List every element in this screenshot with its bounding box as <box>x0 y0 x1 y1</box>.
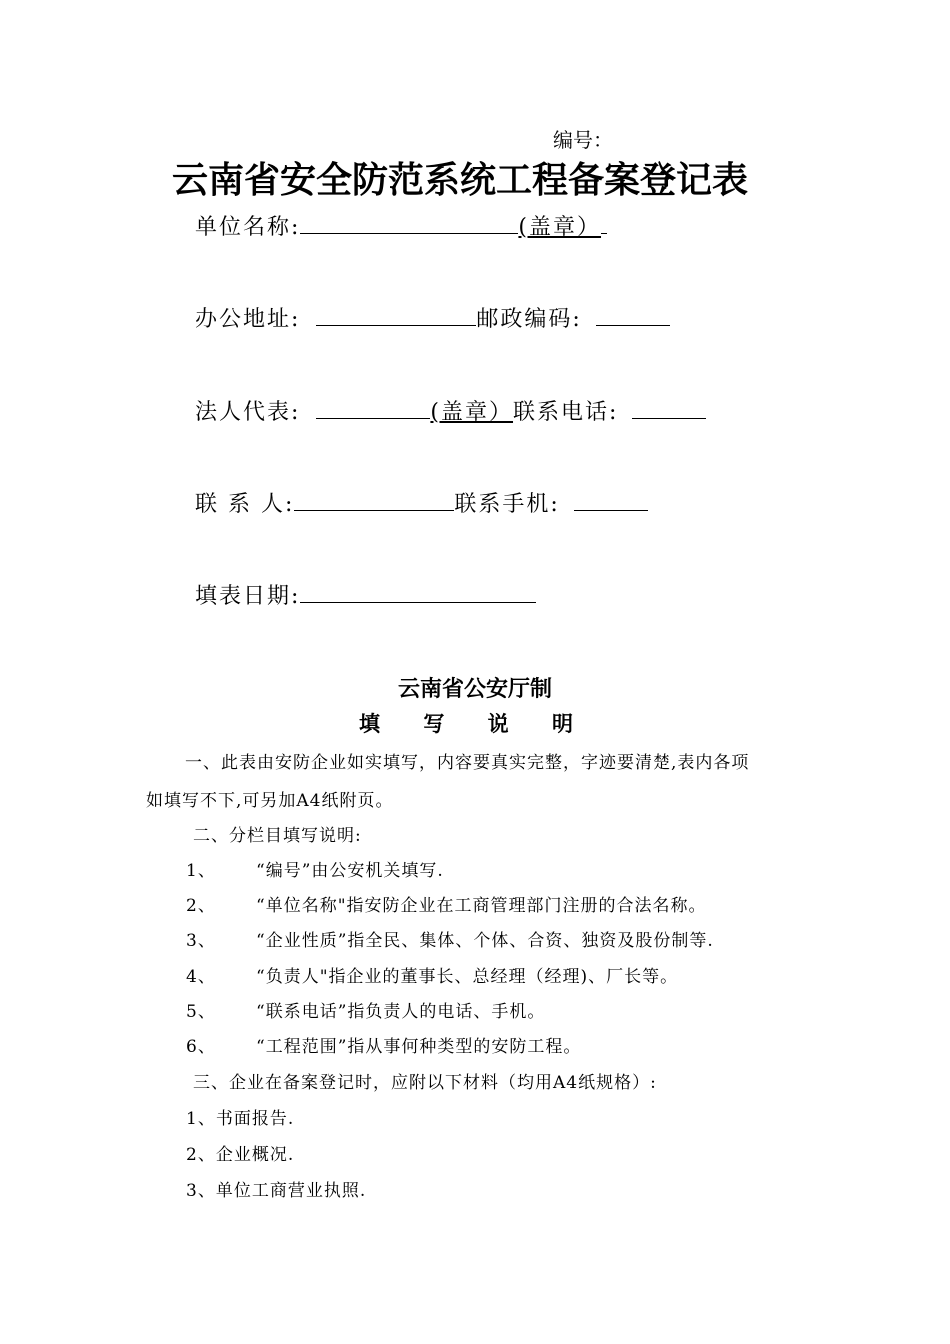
form-title: 云南省安全防范系统工程备案登记表 <box>171 160 748 201</box>
material-item: 2、企业概况. <box>186 1145 295 1165</box>
mobile-blank <box>574 488 648 511</box>
para-1-line-2: 如填写不下,可另加A4纸附页。 <box>146 791 394 811</box>
legal-rep-label: 法人代表: <box>195 400 301 425</box>
item-text: “企业性质”指全民、集体、个体、合资、独资及股份制等. <box>256 931 714 951</box>
date-row <box>195 579 536 610</box>
unit-name-blank <box>300 211 518 234</box>
seal-label-2: (盖章） <box>430 400 514 425</box>
unit-name-row <box>195 210 607 241</box>
list-item <box>186 1032 581 1057</box>
seal-label: (盖章） <box>518 215 602 240</box>
list-item <box>186 997 545 1022</box>
item-number: 2、 <box>186 896 216 916</box>
contact-blank <box>294 488 454 511</box>
legal-rep-blank <box>316 396 430 419</box>
item-number: 1、 <box>186 861 216 881</box>
item-number: 5、 <box>186 1002 216 1022</box>
unit-name-label: 单位名称: <box>195 215 301 240</box>
list-item <box>186 891 707 916</box>
item-number: 6、 <box>186 1037 216 1057</box>
item-text: “负责人"指企业的董事长、总经理（经理)、厂长等。 <box>256 967 679 987</box>
item-text: “单位名称"指安防企业在工商管理部门注册的合法名称。 <box>256 896 707 916</box>
para-1-line-1: 一、此表由安防企业如实填写，内容要真实完整，字迹要清楚,表内各项 <box>185 753 750 773</box>
list-item <box>186 926 714 951</box>
contact-label: 联 系 人: <box>195 492 295 517</box>
unit-name-blank-tail <box>601 211 607 234</box>
postcode-label: 邮政编码: <box>476 307 582 332</box>
legal-rep-row <box>195 395 706 426</box>
material-item: 1、书面报告. <box>186 1109 295 1129</box>
item-number: 3、 <box>186 931 216 951</box>
address-blank <box>316 303 476 326</box>
mobile-label: 联系手机: <box>454 492 560 517</box>
serial-number-label: 编号： <box>553 128 613 152</box>
postcode-blank <box>596 303 670 326</box>
item-text: “联系电话”指负责人的电话、手机。 <box>256 1002 546 1022</box>
material-item: 3、单位工商营业执照. <box>186 1181 367 1201</box>
list-item <box>186 856 444 881</box>
list-item <box>186 962 678 987</box>
address-label: 办公地址: <box>195 307 301 332</box>
address-row <box>195 302 670 333</box>
para-2: 二、分栏目填写说明: <box>193 826 362 846</box>
date-blank <box>300 580 536 603</box>
phone-label: 联系电话: <box>513 400 619 425</box>
issuing-org: 云南省公安厅制 <box>397 677 552 702</box>
item-number: 4、 <box>186 967 216 987</box>
item-text: “工程范围”指从事何种类型的安防工程。 <box>256 1037 582 1057</box>
para-3: 三、企业在备案登记时，应附以下材料（均用A4纸规格）: <box>193 1073 657 1093</box>
phone-blank <box>632 396 706 419</box>
date-label: 填表日期: <box>195 584 301 609</box>
instructions-heading: 填 写 说 明 <box>359 712 591 736</box>
contact-row <box>195 487 648 518</box>
item-text: “编号”由公安机关填写. <box>256 861 444 881</box>
